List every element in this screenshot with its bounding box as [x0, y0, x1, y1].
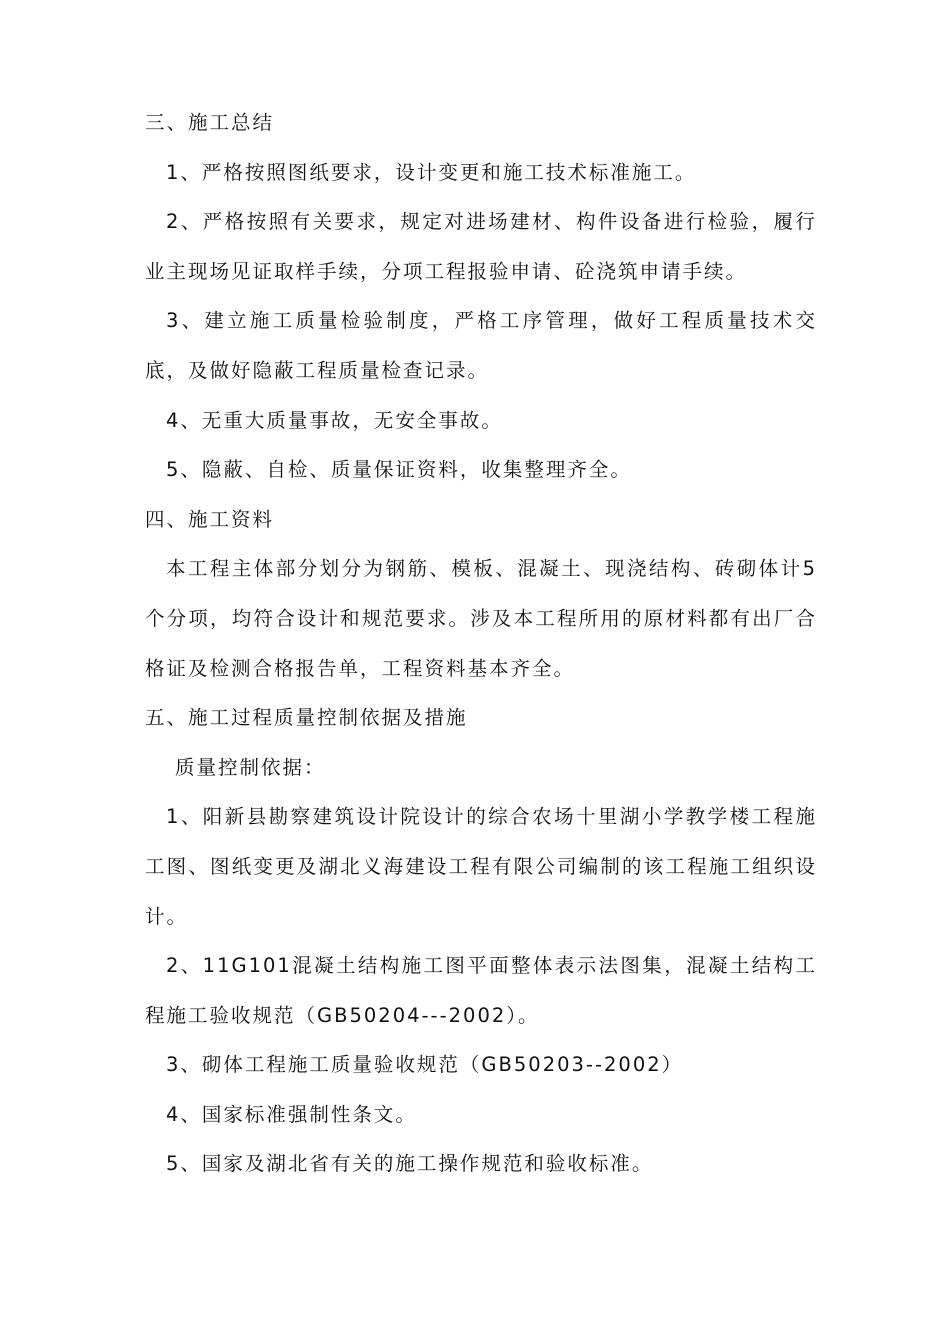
summary-item-3: 3、建立施工质量检验制度，严格工序管理，做好工程质量技术交底，及做好隐蔽工程质量检查记录。 — [145, 309, 817, 382]
summary-item-1: 1、严格按照图纸要求，设计变更和施工技术标准施工。 — [166, 160, 697, 184]
document-body — [145, 98, 817, 1189]
materials-paragraph: 本工程主体部分划分为钢筋、模板、混凝土、现浇结构、砖砌体计5个分项，均符合设计和规范要求。涉及本工程所用的原材料都有出厂合格证及检测合格报告单，工程资料基本齐全。 — [145, 557, 817, 680]
summary-item-5: 5、隐蔽、自检、质量保证资料，收集整理齐全。 — [166, 458, 632, 482]
summary-item-4: 4、无重大质量事故，无安全事故。 — [166, 408, 503, 432]
heading-construction-materials: 四、施工资料 — [145, 507, 275, 531]
heading-construction-summary: 三、施工总结 — [145, 111, 275, 134]
summary-item-2: 2、严格按照有关要求，规定对进场建材、构件设备进行检验，履行业主现场见证取样手续，分项工程报验申请、砼浇筑申请手续。 — [145, 210, 817, 283]
heading-quality-control: 五、施工过程质量控制依据及措施 — [145, 706, 468, 730]
basis-item-4: 4、国家标准强制性条文。 — [166, 1102, 417, 1126]
basis-item-5: 5、国家及湖北省有关的施工操作规范和验收标准。 — [166, 1152, 654, 1176]
basis-item-2: 2、11G101混凝土结构施工图平面整体表示法图集，混凝土结构工程施工验收规范（GB50204---2002）。 — [145, 954, 817, 1027]
quality-basis-heading: 质量控制依据： — [175, 755, 326, 779]
basis-item-3: 3、砌体工程施工质量验收规范（GB50203--2002） — [166, 1053, 684, 1077]
basis-item-1: 1、阳新县勘察建筑设计院设计的综合农场十里湖小学教学楼工程施工图、图纸变更及湖北义海建设工程有限公司编制的该工程施工组织设计。 — [145, 805, 817, 928]
